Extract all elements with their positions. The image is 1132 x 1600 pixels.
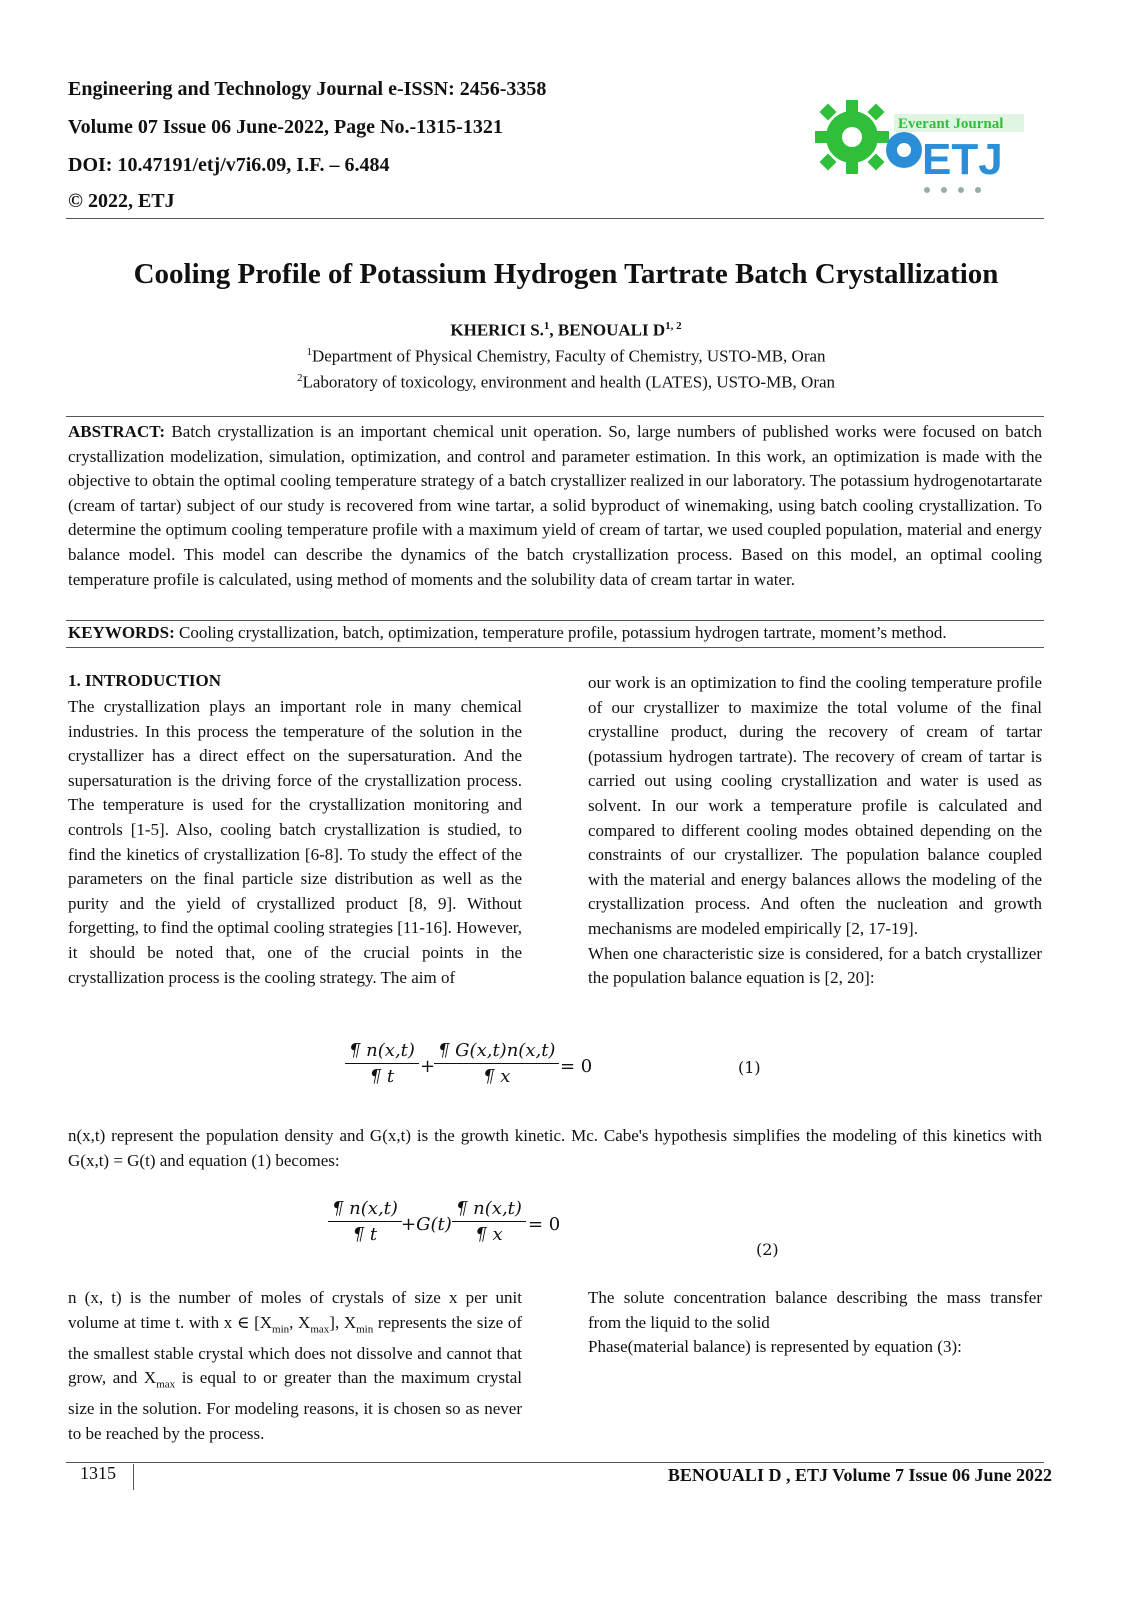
eq-denominator: ¶ t (369, 1066, 395, 1087)
eq-denominator: ¶ t (352, 1224, 378, 1245)
intro-right-paragraph: When one characteristic size is considered, for a batch crystallizer the population balance equation is [2, 20]: (588, 943, 1042, 988)
eq-operator: + (420, 1056, 436, 1077)
abstract-top-rule (66, 416, 1044, 417)
running-footer: BENOUALI D , ETJ Volume 7 Issue 06 June 2022 (667, 1465, 1052, 1485)
copyright: © 2022, ETJ (68, 190, 175, 212)
paper-title: Cooling Profile of Potassium Hydrogen Tartrate Batch Crystallization (133, 258, 999, 290)
intro-left-column: The crystallization plays an important role in many chemical industries. In this process the temperature of the solution in the crystallizer has a direct effect on the supersaturation. And the supersaturation is the driving force of the crystallization process. The temperature is used for the crystallization monitoring and controls [1-5]. Also, cooling batch crystallization is studied, to find the kinetics of crystallization [6-8]. To study the effect of the parameters on the final particle size distribution as well as the purity and the yield of crystallized product [8, 9]. Without forgetting, to find the optimal cooling strategies [11-16]. However, it should be noted that, one of the crucial points in the crystallization process is the cooling strategy. The aim of (68, 697, 522, 987)
intro-right-column (588, 671, 1042, 991)
affiliation-text: Department of Physical Chemistry, Faculty of Chemistry, USTO-MB, Oran (311, 346, 826, 366)
intro-right-paragraph: our work is an optimization to find the cooling temperature profile of our crystallizer to maximize the total volume of the final crystalline product, during the recovery of cream of tartar (potassium hydrogen tartrate). The recovery of cream of tartar is carried out using cooling crystallization and water is used as solvent. In our work a temperature profile is calculated and compared to different cooling modes obtained depending on the constraints of our crystallizer. The population balance coupled with the material and energy balances allows the modeling of the crystallization process. And often the nucleation and growth mechanisms are modeled empirically [2, 17-19]. (588, 673, 1042, 938)
subscript: min (356, 1322, 374, 1335)
equation-number: (1) (738, 1058, 761, 1077)
volume-info: Volume 07 Issue 06 June-2022, Page No.-1315-1321 (68, 116, 503, 138)
page-number: 1315 (80, 1463, 116, 1483)
author-name: , BENOUALI D (549, 320, 666, 340)
affiliation (0, 372, 1132, 393)
eq-numerator: ¶ G(x,t)n(x,t) (438, 1040, 556, 1061)
author-list (0, 320, 1132, 341)
abstract-label: ABSTRACT: (68, 422, 165, 441)
subscript: max (156, 1378, 176, 1391)
affiliation-sup: 1 (306, 346, 312, 358)
subscript: max (310, 1322, 330, 1335)
keywords (68, 623, 1042, 643)
text-run: represents the size of the smallest stable crystal which does not dissolve and cannot that grow, and X (68, 1312, 522, 1388)
eq-denominator: ¶ x (475, 1224, 503, 1245)
body-paragraph: n(x,t) represent the population density and G(x,t) is the growth kinetic. Mc. Cabe's hypothesis simplifies the modeling of this kinetics with G(x,t) = G(t) and equation (1) becomes: (68, 1126, 1042, 1170)
eq-numerator: ¶ n(x,t) (349, 1040, 415, 1061)
section-heading: 1. INTRODUCTION (68, 671, 222, 690)
bottom-left-paragraph (68, 1286, 522, 1446)
author-sup: 1 (543, 320, 550, 332)
keywords-rule (66, 647, 1044, 648)
eq-denominator: ¶ x (483, 1066, 511, 1087)
footer-rule (66, 1462, 1044, 1463)
equation-2 (0, 1198, 1132, 1262)
affiliation-sup: 2 (296, 372, 303, 384)
text-run: , X (289, 1312, 311, 1332)
affiliation (0, 346, 1132, 367)
author-sup: 1, 2 (665, 320, 682, 332)
journal-logo (812, 92, 1032, 202)
bottom-right-paragraph: The solute concentration balance describing the mass transfer from the liquid to the solid (588, 1288, 1042, 1332)
subscript: min (272, 1322, 290, 1335)
gear-icon (815, 100, 889, 174)
logo-mark: ETJ (922, 135, 1003, 184)
doi-info: DOI: 10.47191/etj/v7i6.09, I.F. – 6.484 (68, 154, 390, 176)
abstract-bottom-rule (66, 620, 1044, 621)
footer-divider (133, 1464, 134, 1490)
keywords-text: Cooling crystallization, batch, optimization, temperature profile, potassium hydrogen tartrate, moment’s method. (174, 623, 947, 642)
text-run: n (x, t) is the number of moles of crystals of size x per unit volume at time t. with x ∈ [X (68, 1288, 522, 1332)
affiliation-text: Laboratory of toxicology, environment and health (LATES), USTO-MB, Oran (302, 372, 836, 392)
author-name: KHERICI S. (450, 320, 544, 340)
abstract (68, 420, 1042, 592)
abstract-text: Batch crystallization is an important chemical unit operation. So, large numbers of published works were focused on batch crystallization modelization, simulation, optimization, and control and parameter estimation. In this work, an optimization is made with the objective to obtain the optimal cooling temperature strategy of a batch crystallizer realized in our laboratory. The potassium hydrogenotartarate (cream of tartar) subject of our study is recovered from wine tartar, a solid byproduct of winemaking, using batch cooling crystallization. To determine the optimum cooling temperature profile with a maximum yield of cream of tartar, we used coupled population, material and energy balance model. This model can describe the dynamics of the batch crystallization process. Based on this model, an optimal cooling temperature profile is calculated, using method of moments and the solubility data of cream tartar in water. (68, 422, 1042, 589)
header-rule (66, 218, 1044, 219)
eq-numerator: ¶ n(x,t) (456, 1198, 522, 1219)
eq-numerator: ¶ n(x,t) (332, 1198, 398, 1219)
bottom-right-column (588, 1286, 1042, 1360)
text-run: ], X (329, 1312, 357, 1332)
eq-rhs: = 0 (528, 1214, 561, 1235)
eq-term: +G(t) (401, 1214, 452, 1235)
bottom-right-paragraph: Phase(material balance) is represented by equation (3): (588, 1337, 962, 1357)
eq-rhs: = 0 (560, 1056, 593, 1077)
equation-number: (2) (756, 1240, 779, 1259)
logo-caption: Everant Journal (898, 116, 1004, 132)
keywords-label: KEYWORDS: (68, 623, 175, 642)
text-run: is equal to or greater than the maximum crystal size in the solution. For modeling reasons, it is chosen so as never to be reached by the process. (68, 1368, 522, 1443)
journal-title: Engineering and Technology Journal e-ISSN: 2456-3358 (68, 78, 547, 100)
equation-1 (0, 1040, 1132, 1100)
